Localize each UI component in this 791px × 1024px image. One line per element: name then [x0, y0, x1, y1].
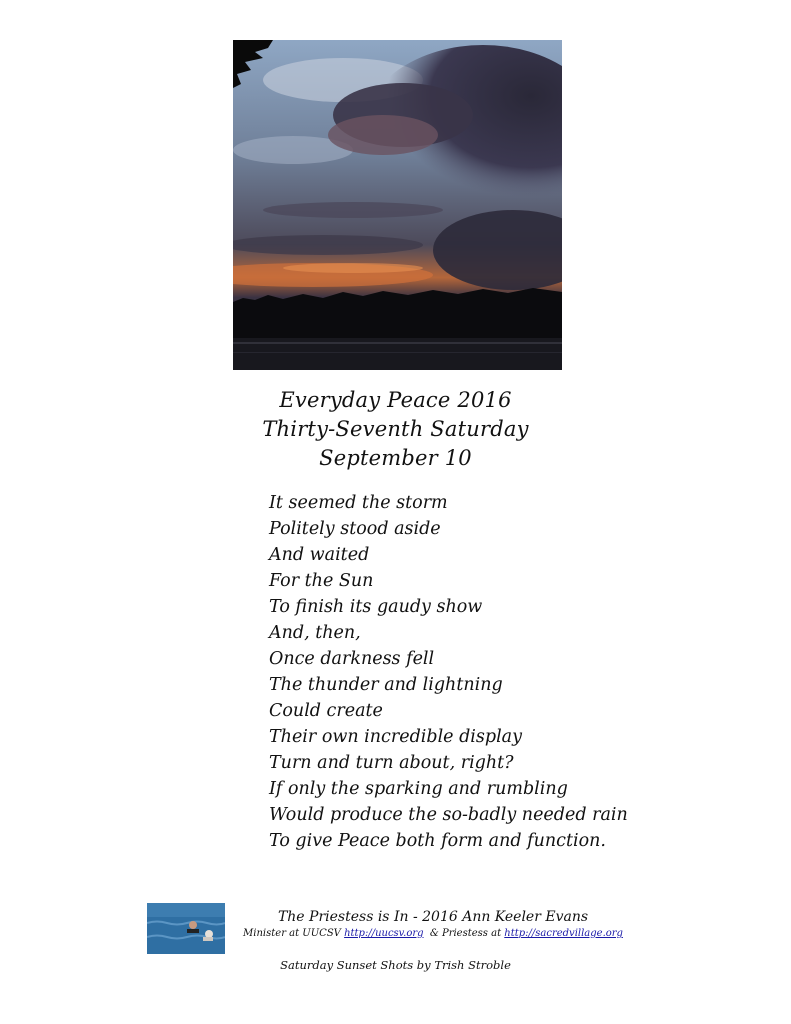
- page-title: [0, 386, 791, 473]
- poem-line: To finish its gaudy show: [269, 597, 483, 617]
- poem-line: Once darkness fell: [269, 649, 435, 669]
- poem-line: The thunder and lightning: [269, 675, 503, 695]
- sacredvillage-link[interactable]: http://sacredvillage.org: [504, 928, 623, 939]
- footer-subline: [228, 927, 638, 941]
- swimmers-thumbnail-photo: [147, 903, 225, 954]
- poem-line: Their own incredible display: [269, 727, 522, 747]
- photo-credit: Saturday Sunset Shots by Trish Stroble: [280, 958, 511, 972]
- poem-line: For the Sun: [269, 571, 374, 591]
- poem-line: Would produce the so-badly needed rain: [269, 805, 628, 825]
- poem-line: And waited: [269, 545, 370, 565]
- title-line-2: Thirty-Seventh Saturday: [262, 417, 529, 441]
- title-line-1: Everyday Peace 2016: [279, 388, 512, 412]
- poem-line: Turn and turn about, right?: [269, 753, 514, 773]
- poem-line: To give Peace both form and function.: [269, 831, 606, 851]
- uucsv-link[interactable]: http://uucsv.org: [344, 928, 424, 939]
- poem-line: If only the sparking and rumbling: [269, 779, 568, 799]
- footer-priestess-label: & Priestess at: [423, 928, 505, 939]
- poem-line: Could create: [269, 701, 383, 721]
- poem-line: Politely stood aside: [269, 519, 441, 539]
- poem-line: And, then,: [269, 623, 361, 643]
- poem: [269, 490, 628, 854]
- footer-minister-label: Minister at UUCSV: [243, 928, 345, 939]
- sunset-storm-photo: [233, 40, 562, 370]
- title-line-3: September 10: [319, 446, 472, 470]
- poem-line: It seemed the storm: [269, 493, 448, 513]
- footer: [228, 908, 638, 941]
- footer-title: The Priestess is In - 2016 Ann Keeler Evans: [277, 909, 589, 925]
